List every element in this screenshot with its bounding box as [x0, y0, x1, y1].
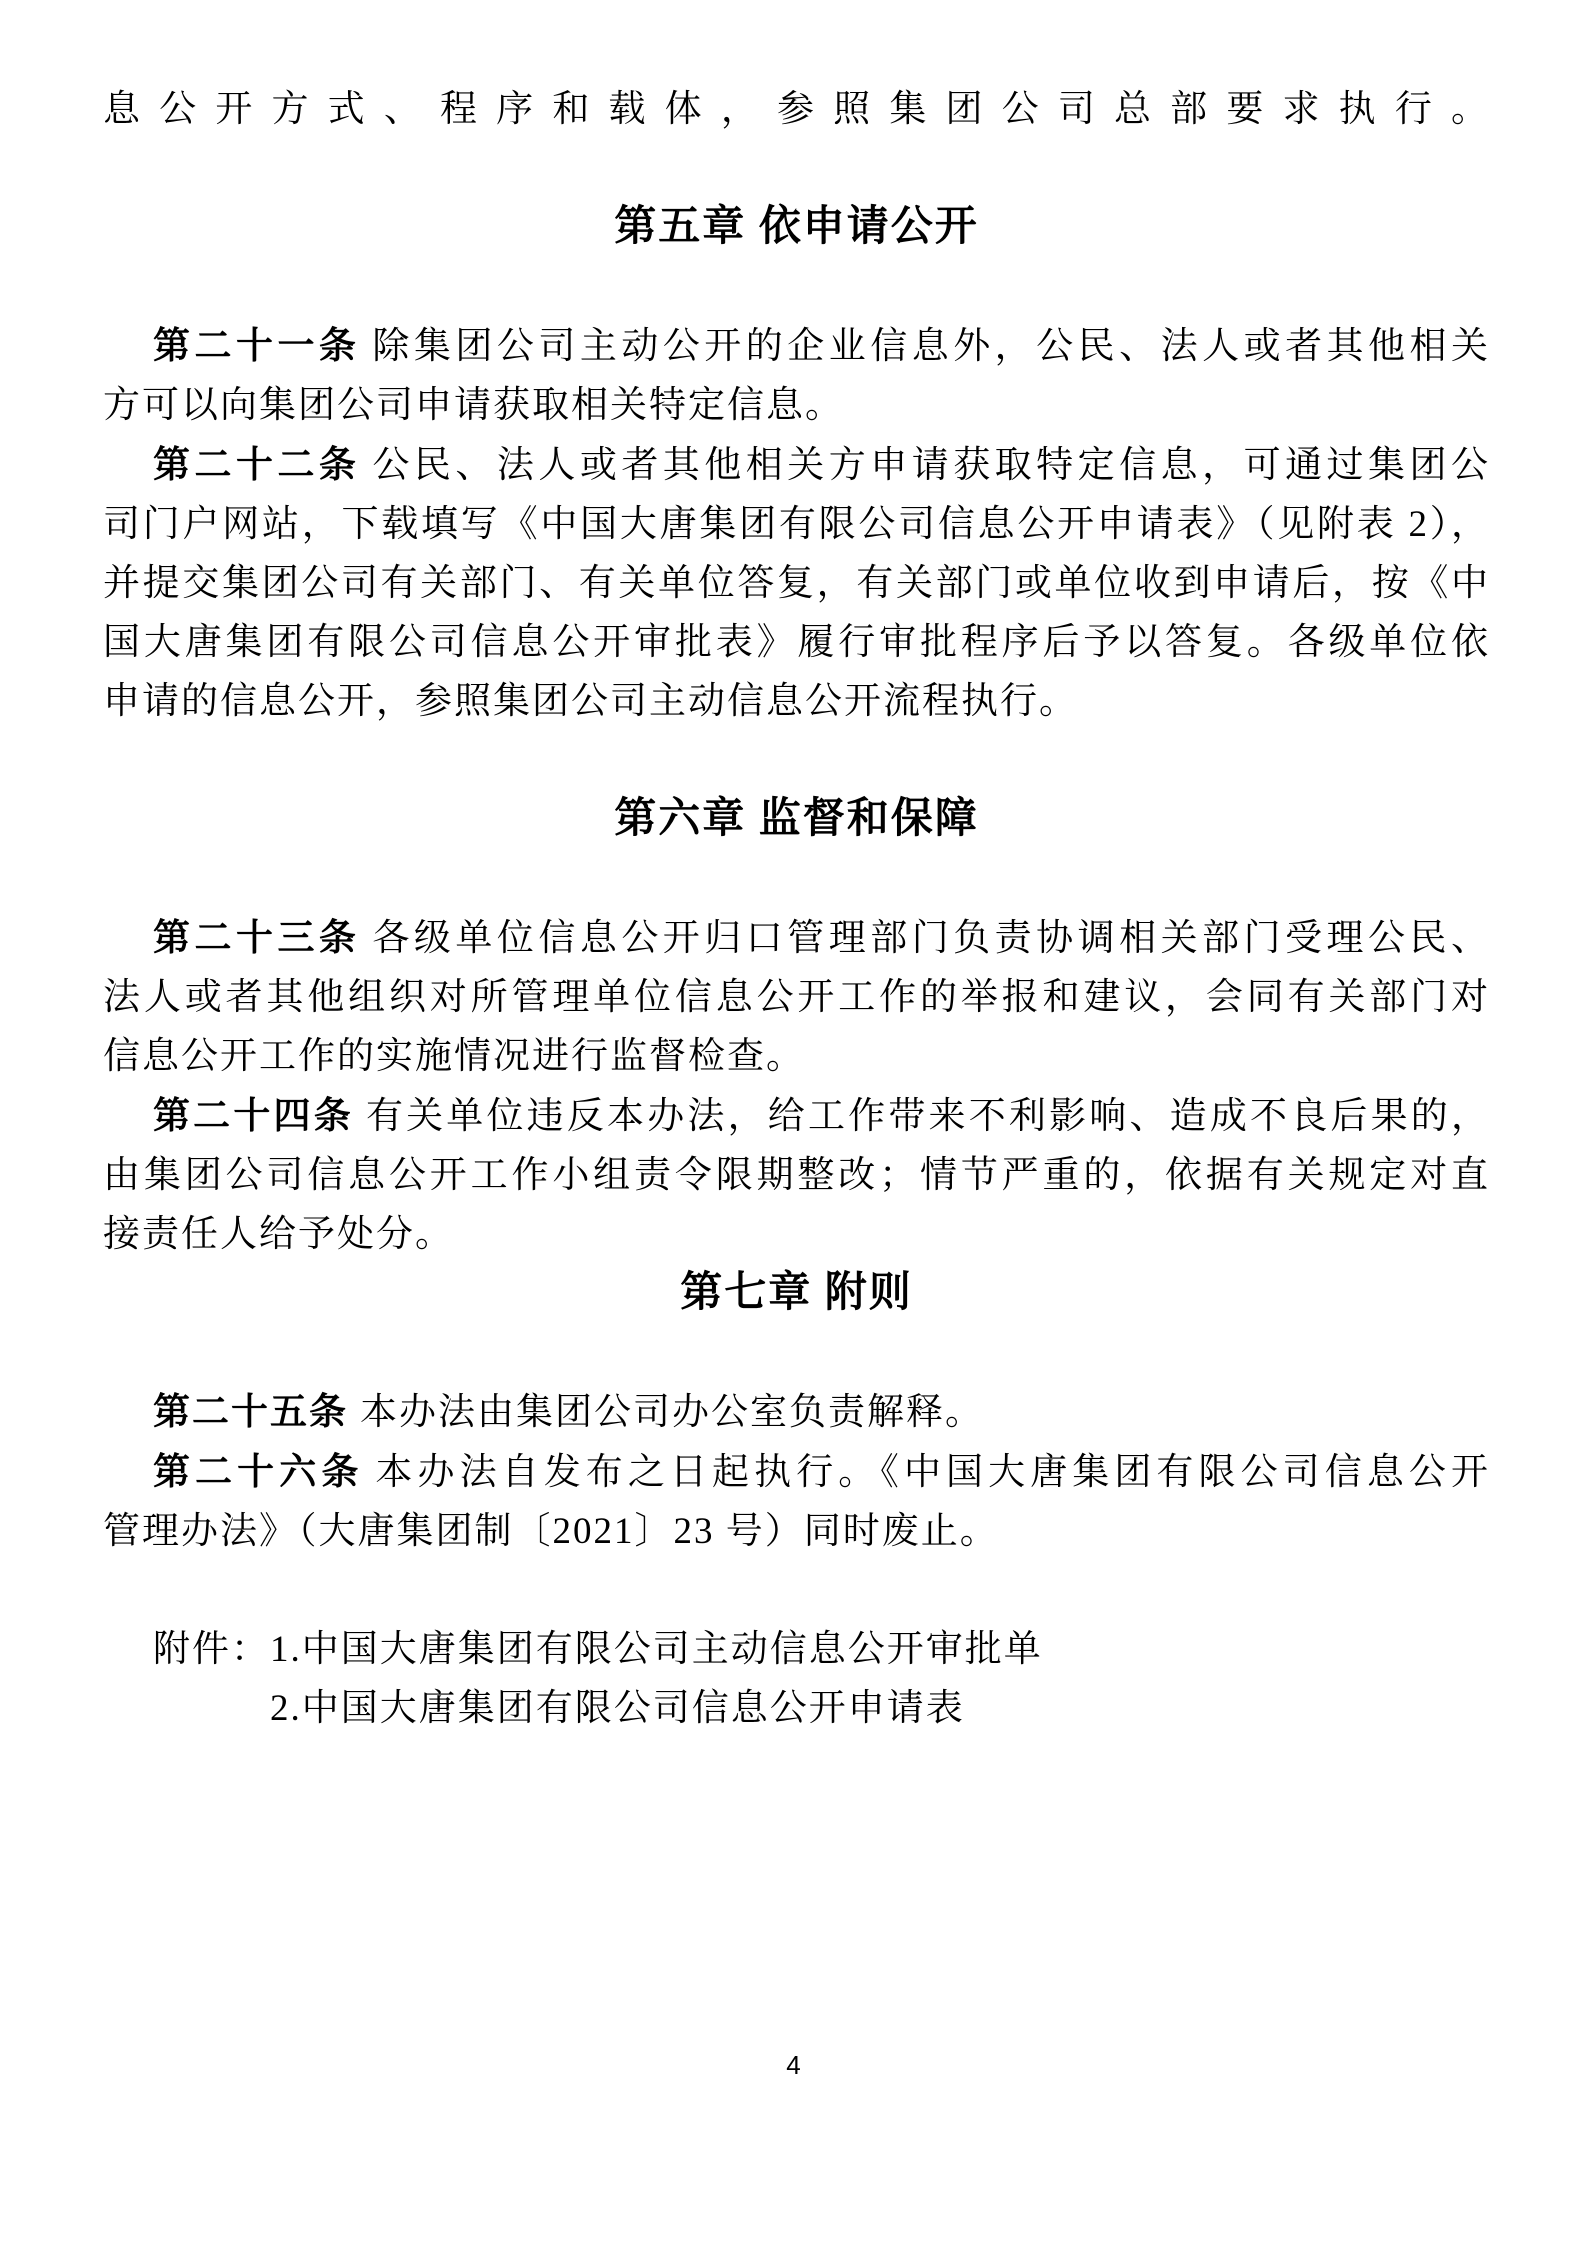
article-26-line-1 [103, 1442, 1490, 1502]
article-26-line-2: 管理办法》（大唐集团制〔2021〕23 号）同时废止。 [103, 1511, 999, 1552]
article-25 [103, 1382, 1490, 1442]
article-25-line-1 [103, 1382, 1490, 1442]
article-23-line-1 [103, 908, 1490, 968]
page-number: 4 [786, 2050, 801, 2080]
article-23-number: 第二十三条 [153, 917, 361, 958]
article-24-text: 有关单位违反本办法，给工作带来不利影响、造成不良后果的， [365, 1096, 1490, 1137]
chapter-5-heading: 第五章 依申请公开 [614, 204, 979, 250]
article-23-text: 各级单位信息公开归口管理部门负责协调相关部门受理公民、 [372, 918, 1491, 959]
attachments-block [153, 1620, 1490, 1738]
continuation-line: 息公开方式、程序和载体，参照集团公司总部要求执行。 [103, 89, 1490, 130]
article-22-line-3: 并提交集团公司有关部门、有关单位答复，有关部门或单位收到申请后，按《中 [103, 563, 1490, 604]
article-21-number: 第二十一条 [153, 325, 361, 366]
article-22-text: 公民、法人或者其他相关方申请获取特定信息，可通过集团公 [372, 445, 1491, 486]
article-23-line-2: 法人或者其他组织对所管理单位信息公开工作的举报和建议，会同有关部门对 [103, 977, 1490, 1018]
article-24-number: 第二十四条 [153, 1095, 354, 1136]
attachment-item-1: 1.中国大唐集团有限公司主动信息公开审批单 [270, 1629, 1043, 1670]
chapter-6-heading: 第六章 监督和保障 [614, 796, 979, 842]
attachments-label: 附件： [153, 1629, 270, 1670]
article-26-text: 本办法自发布之日起执行。《中国大唐集团有限公司信息公开 [375, 1452, 1491, 1493]
article-21 [103, 316, 1490, 435]
article-22-line-5: 申请的信息公开，参照集团公司主动信息公开流程执行。 [103, 681, 1078, 722]
article-24 [103, 1086, 1490, 1264]
article-25-number: 第二十五条 [153, 1391, 348, 1432]
article-22-number: 第二十二条 [153, 444, 361, 485]
article-26-number: 第二十六条 [153, 1451, 364, 1492]
attachments-list [270, 1620, 1043, 1738]
page-body [103, 80, 1490, 1738]
chapter-7-heading: 第七章 附则 [680, 1270, 913, 1316]
article-23-line-3: 信息公开工作的实施情况进行监督检查。 [103, 1036, 805, 1077]
article-21-line-1 [103, 316, 1490, 376]
article-22-line-1 [103, 435, 1490, 495]
article-22-line-2: 司门户网站，下载填写《中国大唐集团有限公司信息公开申请表》（见附表 2）， [103, 504, 1490, 545]
article-26 [103, 1442, 1490, 1561]
article-22-line-4: 国大唐集团有限公司信息公开审批表》履行审批程序后予以答复。各级单位依 [103, 622, 1490, 663]
article-24-line-1 [103, 1086, 1490, 1146]
article-23 [103, 908, 1490, 1086]
article-21-text: 除集团公司主动公开的企业信息外，公民、法人或者其他相关 [372, 326, 1491, 367]
article-24-line-2: 由集团公司信息公开工作小组责令限期整改；情节严重的，依据有关规定对直 [103, 1155, 1490, 1196]
article-21-line-2: 方可以向集团公司申请获取相关特定信息。 [103, 385, 844, 426]
article-22 [103, 435, 1490, 731]
article-25-text: 本办法由集团公司办公室负责解释。 [360, 1392, 984, 1433]
attachment-item-2: 2.中国大唐集团有限公司信息公开申请表 [270, 1688, 965, 1729]
article-24-line-3: 接责任人给予处分。 [103, 1214, 454, 1255]
